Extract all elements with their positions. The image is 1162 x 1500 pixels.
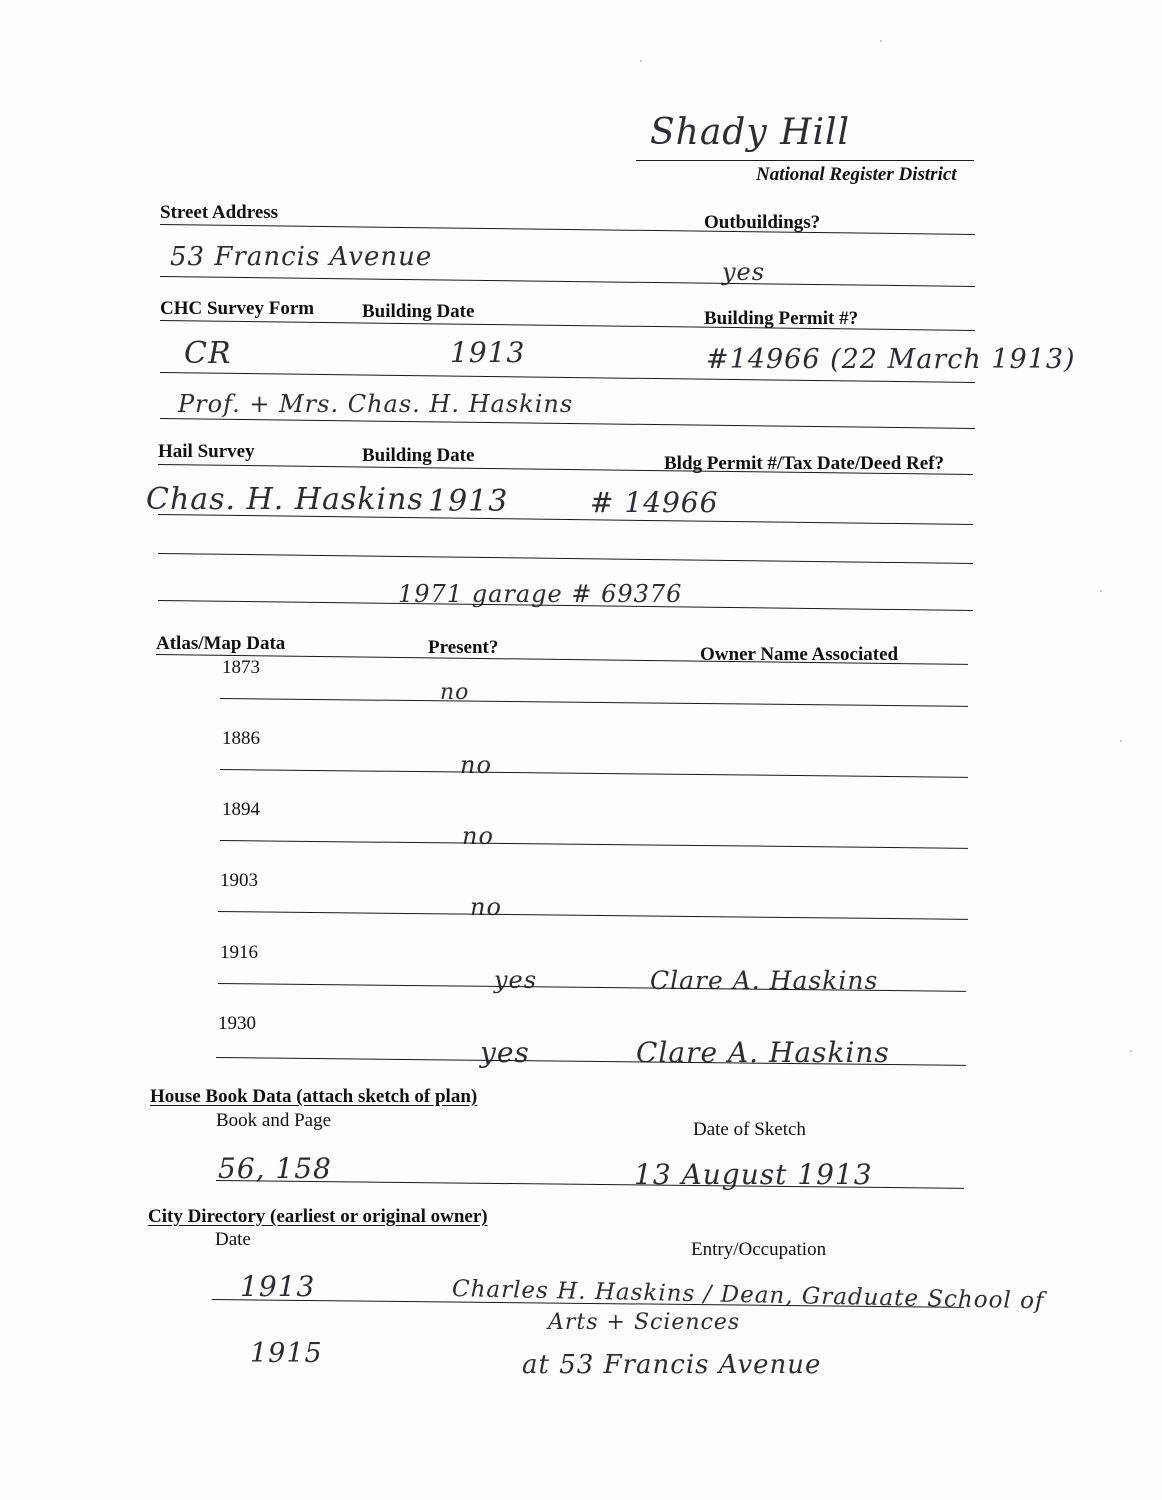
hail-name-value: Chas. H. Haskins [146, 482, 424, 517]
outbuildings-value: yes [722, 258, 766, 286]
hail-date-value: 1913 [428, 484, 509, 519]
hail-answer-line [158, 514, 973, 525]
chc-survey-label: CHC Survey Form [160, 298, 315, 319]
hail-blank-line [158, 553, 973, 564]
atlas-year: 1886 [222, 728, 260, 749]
street-address-underline [160, 224, 975, 235]
atlas-year: 1873 [222, 657, 260, 678]
directory-entry-continued: Arts + Sciences [548, 1310, 741, 1335]
chc-permit-value: #14966 (22 March 1913) [706, 344, 1076, 375]
chc-owner-line: Prof. + Mrs. Chas. H. Haskins [178, 390, 574, 418]
scan-speck [880, 40, 882, 42]
district-label: National Register District [756, 164, 957, 185]
directory-date: 1913 [240, 1270, 316, 1303]
chc-building-date-label: Building Date [362, 301, 475, 322]
scan-speck [640, 60, 642, 62]
atlas-present-value: yes [494, 966, 538, 994]
hail-extra-line: 1971 garage # 69376 [398, 580, 683, 608]
house-book-label: House Book Data (attach sketch of plan) [150, 1086, 478, 1107]
atlas-row-line [220, 698, 968, 707]
atlas-present-value: no [462, 822, 494, 850]
atlas-owner-value: Clare A. Haskins [636, 1036, 890, 1069]
hail-permit-value: # 14966 [590, 486, 719, 519]
street-address-label: Street Address [160, 202, 279, 223]
city-directory-date-label: Date [215, 1229, 251, 1250]
chc-form-value: CR [184, 336, 232, 371]
chc-owner-underline [160, 418, 975, 429]
atlas-present-value: no [460, 751, 492, 779]
atlas-present-value: no [440, 680, 470, 705]
address-answer-line [160, 276, 975, 287]
scan-speck [1130, 1050, 1132, 1052]
scan-speck [1120, 740, 1122, 742]
chc-building-permit-label: Building Permit #? [704, 308, 859, 329]
atlas-present-value: no [470, 893, 502, 921]
house-book-sketch-label: Date of Sketch [693, 1119, 806, 1140]
hail-permit-label: Bldg Permit #/Tax Date/Deed Ref? [664, 453, 945, 474]
atlas-year: 1930 [218, 1013, 256, 1034]
directory-entry-text: Charles H. Haskins / Dean, Graduate School of [451, 1276, 1045, 1315]
atlas-row-line [220, 840, 968, 849]
city-directory-entry-label: Entry/Occupation [691, 1239, 827, 1260]
street-address-value: 53 Francis Avenue [170, 242, 433, 272]
atlas-owner-label: Owner Name Associated [700, 644, 899, 665]
atlas-year: 1903 [220, 870, 258, 891]
atlas-row-line [218, 911, 968, 920]
atlas-row-line [220, 769, 968, 778]
house-book-page-value: 56, 158 [218, 1152, 332, 1185]
house-book-sketch-value: 13 August 1913 [634, 1158, 873, 1191]
outbuildings-label: Outbuildings? [704, 212, 821, 233]
atlas-present-label: Present? [428, 637, 499, 658]
directory-date: 1915 [250, 1338, 323, 1369]
district-line [636, 160, 974, 161]
chc-date-value: 1913 [450, 336, 526, 369]
atlas-year: 1916 [220, 942, 258, 963]
district-name: Shady Hill [650, 112, 851, 153]
scan-speck [1100, 590, 1102, 592]
city-directory-label: City Directory (earliest or original owner) [148, 1206, 488, 1227]
hail-survey-label: Hail Survey [158, 441, 255, 462]
atlas-present-value: yes [480, 1036, 530, 1069]
atlas-year: 1894 [222, 799, 260, 820]
house-book-page-label: Book and Page [216, 1110, 332, 1131]
directory-entry-text: at 53 Francis Avenue [522, 1350, 822, 1380]
atlas-owner-value: Clare A. Haskins [650, 966, 879, 995]
hail-building-date-label: Building Date [362, 445, 475, 466]
atlas-label: Atlas/Map Data [156, 633, 286, 654]
